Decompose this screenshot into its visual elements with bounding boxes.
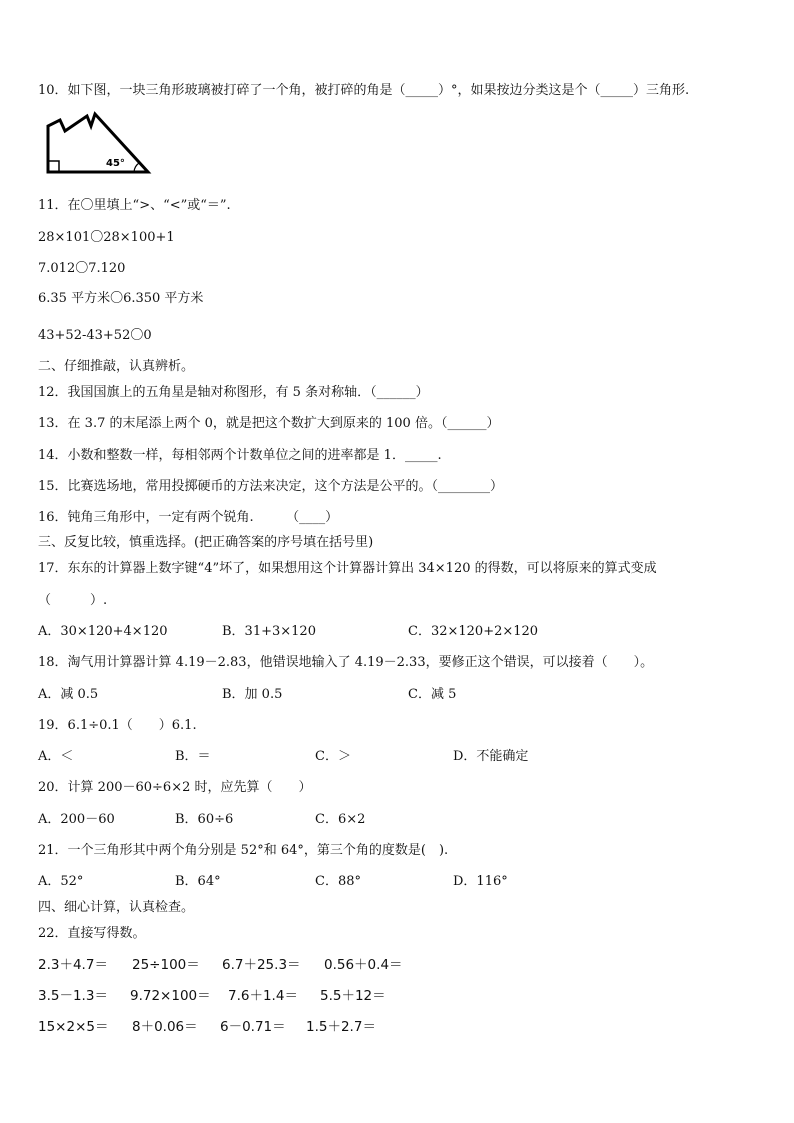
q11-text: 11．在〇里填上“>、“<”或“＝”. xyxy=(38,198,231,213)
q19-option-c[interactable]: C．＞ xyxy=(315,749,351,764)
q17-option-b[interactable]: B．31+3×120 xyxy=(222,624,316,639)
q18-option-a[interactable]: A．减 0.5 xyxy=(38,687,99,702)
q20-option-a[interactable]: A．200－60 xyxy=(38,812,115,827)
section-2-heading: 二、仔细推敲，认真辨析。 xyxy=(38,359,195,374)
q19-option-d[interactable]: D．不能确定 xyxy=(453,749,529,764)
calc-item: 6－0.71＝ xyxy=(220,1019,286,1035)
q15-text: 15．比赛选场地，常用投掷硬币的方法来决定，这个方法是公平的。（________） xyxy=(38,479,504,494)
calc-item: 3.5－1.3＝ xyxy=(38,988,108,1004)
q20-option-b[interactable]: B．60÷6 xyxy=(175,812,234,827)
q10-text: 10．如下图，一块三角形玻璃被打碎了一个角，被打碎的角是（_____）°，如果按边分类这是个（_____）三角形. xyxy=(38,83,690,98)
q20-option-c[interactable]: C．6×2 xyxy=(315,812,366,827)
q12-text: 12．我国国旗上的五角星是轴对称图形，有 5 条对称轴．（______） xyxy=(38,385,429,400)
q11-item-1: 28×101〇28×100+1 xyxy=(38,230,175,245)
q18-option-b[interactable]: B．加 0.5 xyxy=(222,687,283,702)
q11-item-3: 6.35 平方米〇6.350 平方米 xyxy=(38,291,204,306)
q18-option-c[interactable]: C．减 5 xyxy=(408,687,457,702)
calc-item: 15×2×5＝ xyxy=(38,1019,109,1035)
calc-item: 1.5＋2.7＝ xyxy=(306,1019,376,1035)
q17-text-cont: （ ）. xyxy=(38,593,108,608)
angle-label: 45° xyxy=(106,158,125,169)
q21-option-d[interactable]: D．116° xyxy=(453,874,508,889)
q18-text: 18．淘气用计算器计算 4.19－2.83，他错误地输入了 4.19－2.33，要修正这个错误，可以接着（ ）。 xyxy=(38,655,654,670)
q21-option-a[interactable]: A．52° xyxy=(38,874,84,889)
q11-item-2: 7.012〇7.120 xyxy=(38,261,126,276)
q21-option-c[interactable]: C．88° xyxy=(315,874,361,889)
section-3-heading: 三、反复比较，慎重选择。(把正确答案的序号填在括号里) xyxy=(38,535,374,550)
q19-text: 19．6.1÷0.1（ ）6.1. xyxy=(38,718,197,733)
calc-item: 8＋0.06＝ xyxy=(132,1019,198,1035)
calc-item: 6.7＋25.3＝ xyxy=(222,957,301,973)
q19-option-a[interactable]: A．＜ xyxy=(38,749,74,764)
q13-text: 13．在 3.7 的末尾添上两个 0，就是把这个数扩大到原来的 100 倍。（______） xyxy=(38,416,500,431)
q11-item-4: 43+52-43+52〇0 xyxy=(38,328,152,343)
broken-triangle-figure xyxy=(42,108,172,178)
q14-text: 14．小数和整数一样，每相邻两个计数单位之间的进率都是 1．_____. xyxy=(38,448,442,463)
q17-text: 17．东东的计算器上数字键“4”坏了，如果想用这个计算器计算出 34×120 的得数，可以将原来的算式变成 xyxy=(38,561,657,576)
calc-item: 0.56＋0.4＝ xyxy=(324,957,403,973)
q16-text: 16．钝角三角形中，一定有两个锐角. （____） xyxy=(38,510,339,525)
q17-option-a[interactable]: A．30×120+4×120 xyxy=(38,624,168,639)
q19-option-b[interactable]: B．＝ xyxy=(175,749,211,764)
section-4-heading: 四、细心计算，认真检查。 xyxy=(38,900,195,915)
calc-item: 25÷100＝ xyxy=(132,957,200,973)
calc-item: 5.5＋12＝ xyxy=(320,988,386,1004)
q22-text: 22．直接写得数。 xyxy=(38,926,146,941)
calc-item: 9.72×100＝ xyxy=(130,988,211,1004)
q21-option-b[interactable]: B．64° xyxy=(175,874,221,889)
q17-option-c[interactable]: C．32×120+2×120 xyxy=(408,624,539,639)
q21-text: 21．一个三角形其中两个角分别是 52°和 64°，第三个角的度数是( ). xyxy=(38,843,449,858)
q20-text: 20．计算 200－60÷6×2 时，应先算（ ） xyxy=(38,780,312,795)
calc-item: 7.6＋1.4＝ xyxy=(228,988,298,1004)
calc-item: 2.3＋4.7＝ xyxy=(38,957,108,973)
